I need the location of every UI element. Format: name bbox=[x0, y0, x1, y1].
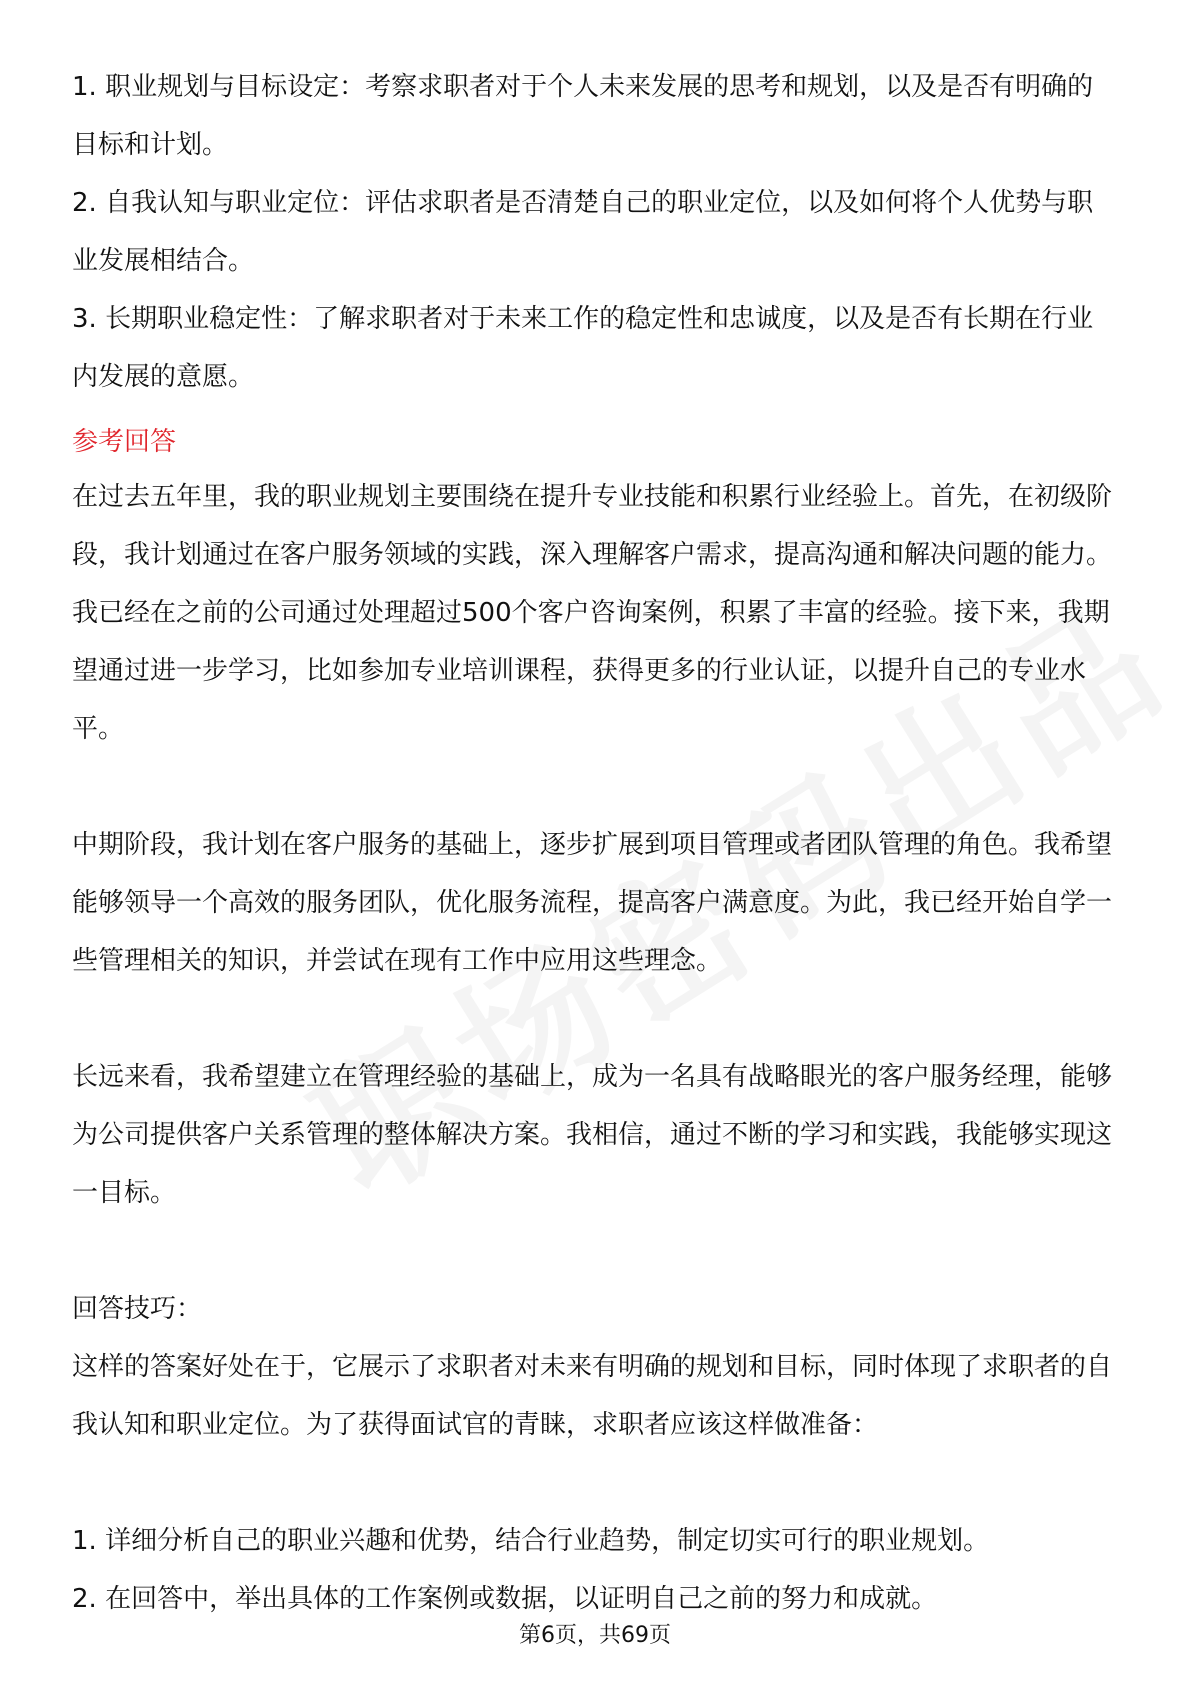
paragraph-gap bbox=[72, 758, 1118, 816]
page-content bbox=[72, 58, 1118, 1628]
reference-answer-heading: 参考回答 bbox=[72, 427, 177, 457]
page-number-footer: 第6页，共69页 bbox=[519, 1623, 671, 1648]
tips-heading: 回答技巧： bbox=[72, 1294, 203, 1324]
paragraph-gap bbox=[72, 990, 1118, 1048]
intro-list-item: 3. 长期职业稳定性：了解求职者对于未来工作的稳定性和忠诚度，以及是否有长期在行业内发展的意愿。 bbox=[72, 304, 1094, 392]
tips-list-item: 2. 在回答中，举出具体的工作案例或数据，以证明自己之前的努力和成就。 bbox=[72, 1584, 938, 1614]
tips-intro: 这样的答案好处在于，它展示了求职者对未来有明确的规划和目标，同时体现了求职者的自我认知和职业定位。为了获得面试官的青睐，求职者应该这样做准备： bbox=[72, 1352, 1113, 1440]
reference-answer-paragraph: 在过去五年里，我的职业规划主要围绕在提升专业技能和积累行业经验上。首先，在初级阶段，我计划通过在客户服务领域的实践，深入理解客户需求，提高沟通和解决问题的能力。我已经在之前的公司通过处理超过500个客户咨询案例，积累了丰富的经验。接下来，我期望通过进一步学习，比如参加专业培训课程，获得更多的行业认证，以提升自己的专业水平。 bbox=[72, 482, 1113, 744]
intro-list-item: 2. 自我认知与职业定位：评估求职者是否清楚自己的职业定位，以及如何将个人优势与职业发展相结合。 bbox=[72, 188, 1094, 276]
paragraph-gap bbox=[72, 1222, 1118, 1280]
reference-answer-paragraph: 中期阶段，我计划在客户服务的基础上，逐步扩展到项目管理或者团队管理的角色。我希望能够领导一个高效的服务团队，优化服务流程，提高客户满意度。为此，我已经开始自学一些管理相关的知识，并尝试在现有工作中应用这些理念。 bbox=[72, 830, 1113, 976]
paragraph-gap bbox=[72, 1454, 1118, 1512]
tips-list-item: 1. 详细分析自己的职业兴趣和优势，结合行业趋势，制定切实可行的职业规划。 bbox=[72, 1526, 990, 1556]
reference-answer-paragraph: 长远来看，我希望建立在管理经验的基础上，成为一名具有战略眼光的客户服务经理，能够为公司提供客户关系管理的整体解决方案。我相信，通过不断的学习和实践，我能够实现这一目标。 bbox=[72, 1062, 1113, 1208]
intro-list-item: 1. 职业规划与目标设定：考察求职者对于个人未来发展的思考和规划，以及是否有明确的目标和计划。 bbox=[72, 72, 1094, 160]
